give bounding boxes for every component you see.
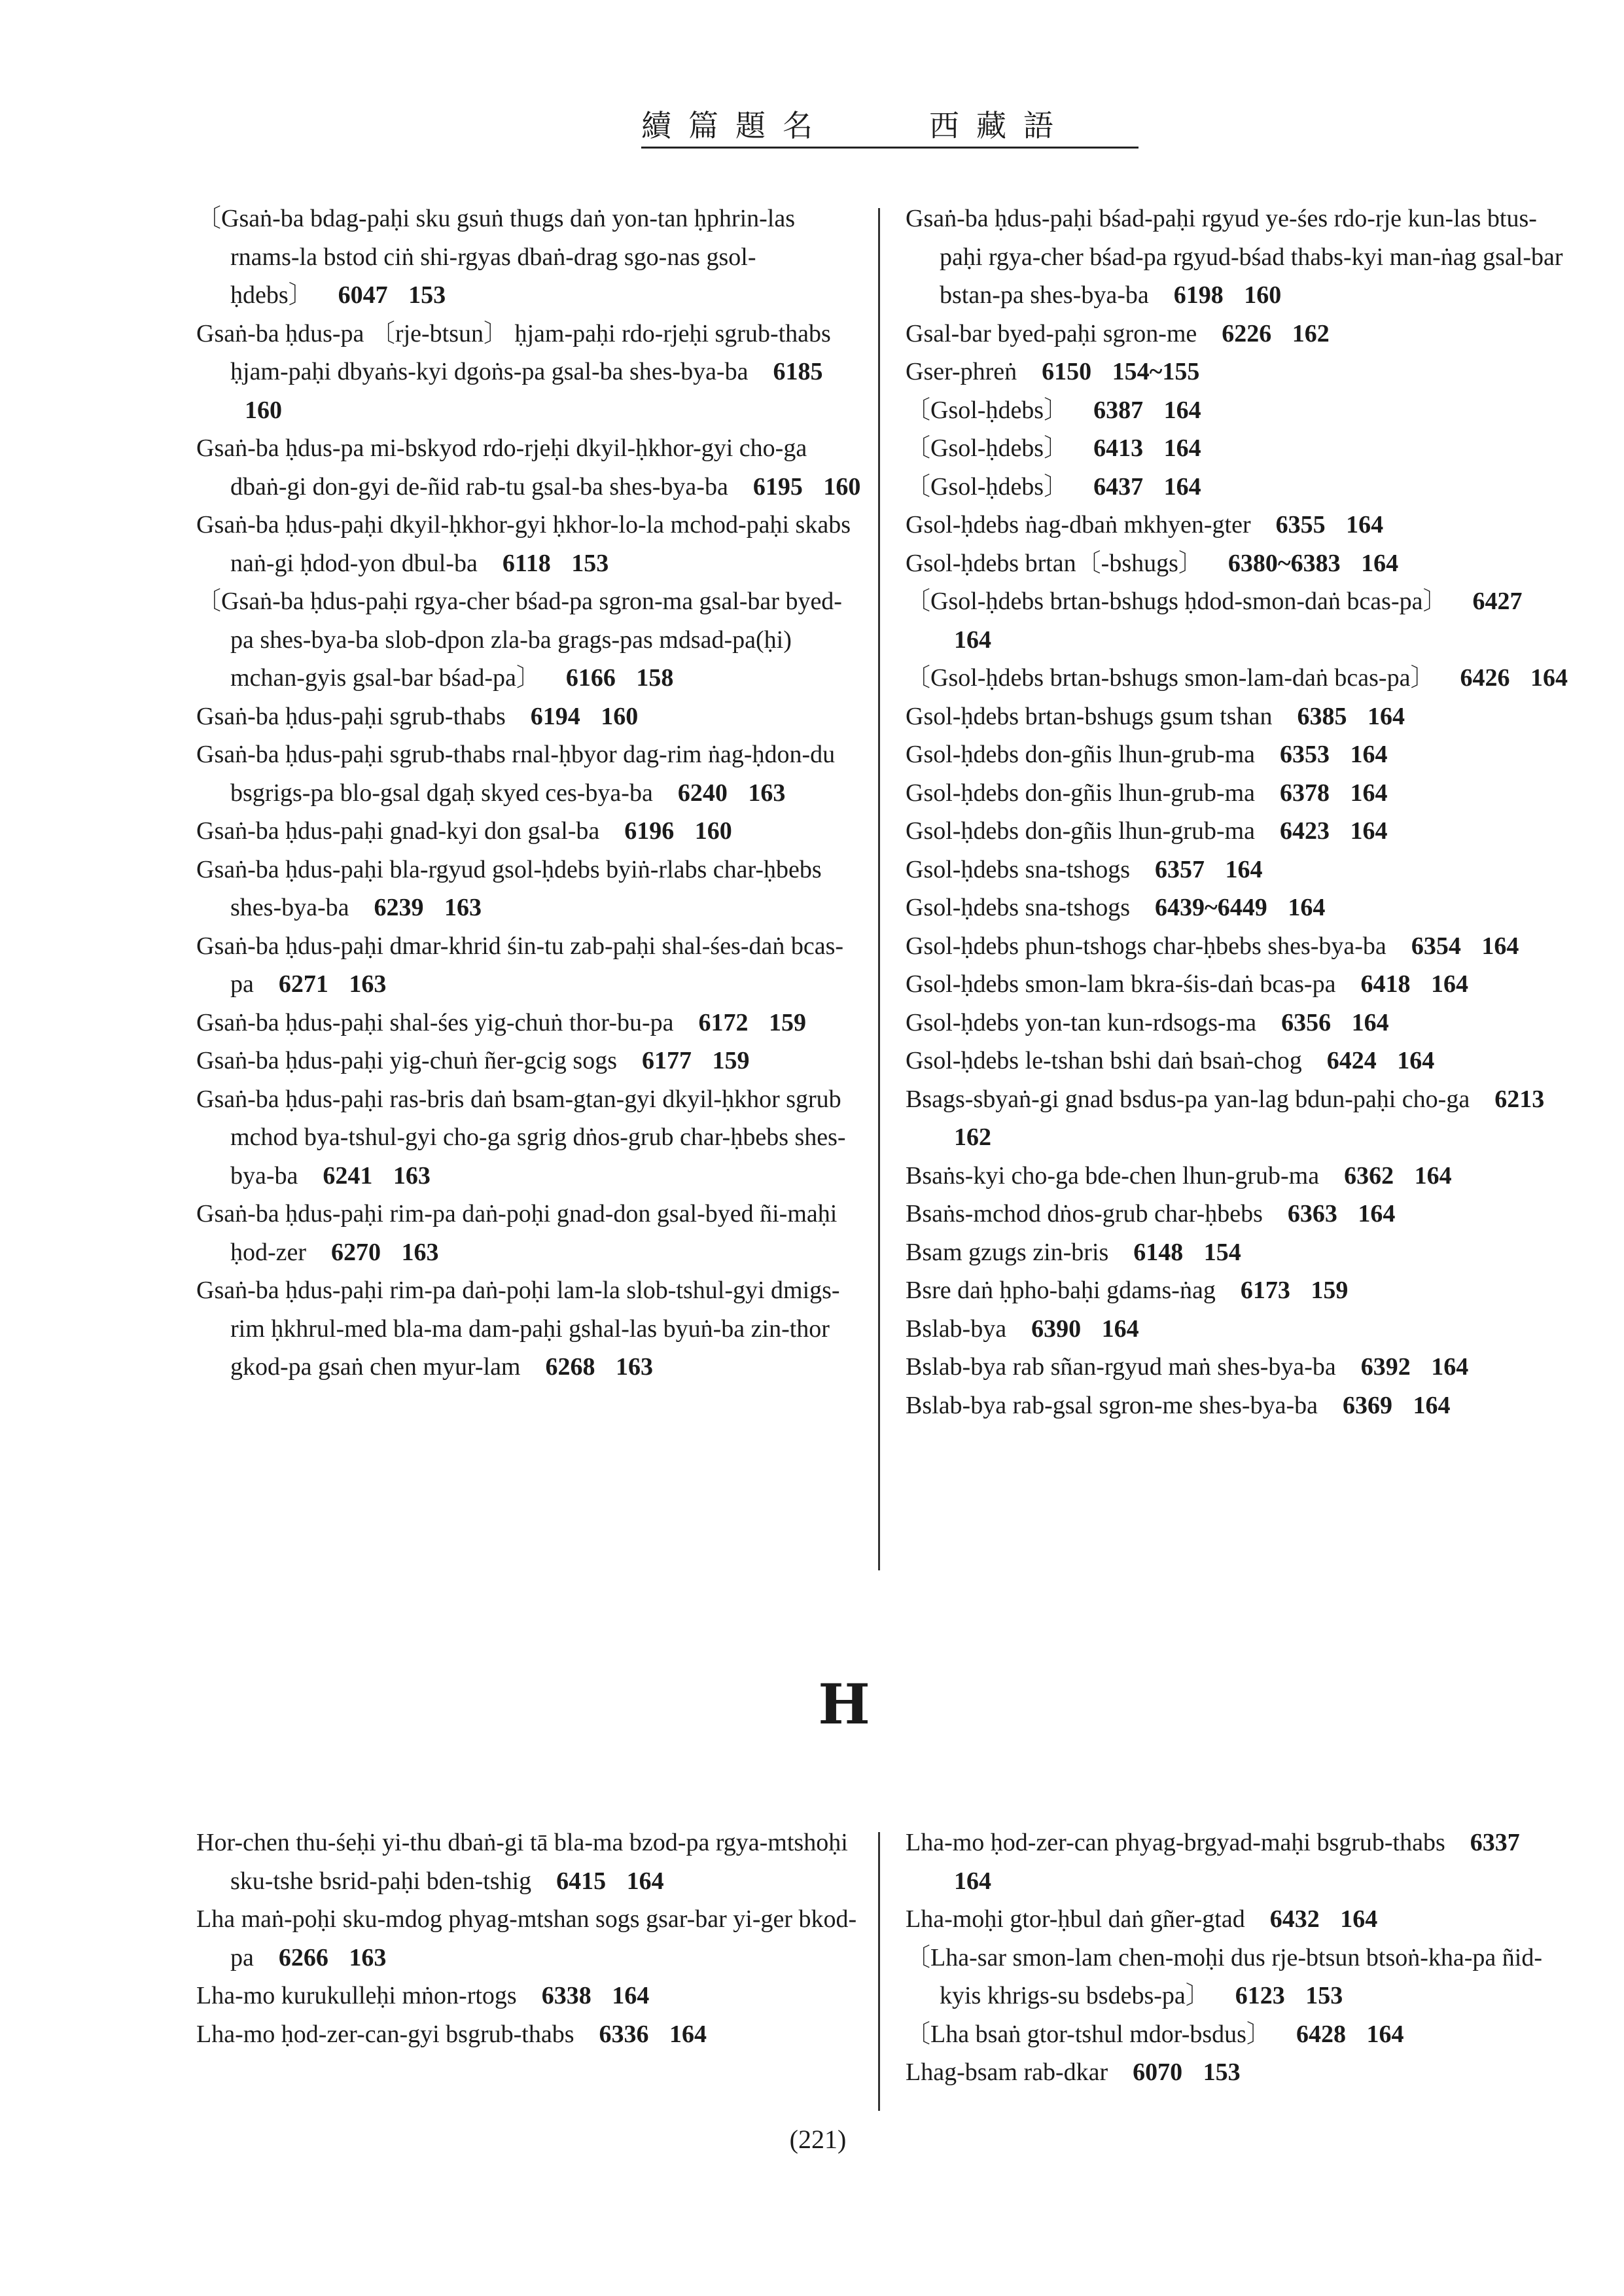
- index-entry: [906, 315, 1573, 353]
- entry-title: Lha maṅ-poḥi sku-mdog phyag-mtshan sogs gsar-bar yi-ger bkod-pa: [196, 1905, 857, 1971]
- index-entry: [906, 1310, 1573, 1349]
- index-entry: [196, 315, 864, 430]
- index-entry: [196, 1195, 864, 1271]
- entry-number: 6355: [1275, 511, 1326, 539]
- entry-title: Lha-mo ḥod-zer-can-gyi bsgrub-thabs: [196, 2020, 574, 2048]
- entry-number: 6427: [1472, 588, 1523, 615]
- index-entry: [906, 1195, 1573, 1233]
- index-entry: [906, 774, 1573, 813]
- entry-number: 6387: [1093, 396, 1144, 424]
- entry-page-ref: 163: [444, 894, 482, 921]
- entry-title: Gsaṅ-ba ḥdus-paḥi gnad-kyi don gsal-ba: [196, 817, 600, 845]
- header-language-title: 西藏語: [929, 109, 1070, 143]
- entry-page-ref: 164: [1413, 1391, 1451, 1419]
- entry-page-ref: 164: [1163, 434, 1201, 462]
- entry-page-ref: 163: [349, 1943, 387, 1971]
- entry-number: 6266: [278, 1943, 328, 1971]
- entry-page-ref: 164: [626, 1867, 664, 1895]
- entry-page-ref: 153: [571, 549, 609, 577]
- entry-number: 6213: [1494, 1085, 1545, 1113]
- entry-number: 6196: [624, 817, 675, 845]
- column-divider-bottom: [878, 1832, 880, 2111]
- entry-title: 〔Gsol-ḥdebs〕: [906, 472, 1069, 501]
- entry-number: 6070: [1133, 2058, 1183, 2086]
- entry-title: 〔Gsol-ḥdebs〕: [906, 434, 1069, 462]
- entry-page-ref: 164: [1163, 396, 1201, 424]
- index-entry: [196, 812, 864, 851]
- entry-title: Lhag-bsam rab-dkar: [906, 2058, 1108, 2086]
- index-entry: [196, 200, 864, 315]
- entry-title: Bslab-bya rab sñan-rgyud maṅ shes-bya-ba: [906, 1353, 1336, 1381]
- entry-number: 6354: [1411, 932, 1461, 960]
- entry-title: Gsaṅ-ba ḥdus-paḥi dkyil-ḥkhor-gyi ḥkhor-lo-la mchod-paḥi skabs naṅ-gi ḥdod-yon dbul-ba: [196, 511, 851, 577]
- entry-page-ref: 160: [245, 396, 282, 424]
- index-entry: [906, 391, 1573, 430]
- index-entry: [906, 965, 1573, 1004]
- entry-number: 6439~6449: [1155, 894, 1267, 921]
- entry-number: 6185: [773, 358, 823, 385]
- entry-number: 6423: [1280, 817, 1330, 845]
- entry-page-ref: 164: [1361, 549, 1399, 577]
- entry-number: 6362: [1344, 1161, 1394, 1190]
- index-entry: [906, 927, 1573, 966]
- entry-number: 6369: [1342, 1391, 1392, 1419]
- index-entry: [196, 506, 864, 582]
- entry-title: Gsol-ḥdebs don-gñis lhun-grub-ma: [906, 741, 1256, 768]
- index-entry: [906, 1348, 1573, 1386]
- entry-number: 6198: [1173, 281, 1224, 309]
- entry-page-ref: 164: [612, 1982, 650, 2009]
- entry-number: 6424: [1326, 1047, 1377, 1074]
- entry-title: 〔Gsol-ḥdebs brtan-bshugs ḥdod-smon-daṅ bcas-pa〕: [906, 588, 1448, 615]
- entry-title: Gsaṅ-ba ḥdus-pa mi-bskyod rdo-rjeḥi dkyil-ḥkhor-gyi cho-ga dbaṅ-gi don-gyi de-ñid rab-tu gsal-ba shes-bya-ba: [196, 434, 807, 501]
- index-entry: [906, 851, 1573, 889]
- entry-page-ref: 164: [1340, 1905, 1378, 1933]
- entry-number: 6338: [541, 1982, 591, 2009]
- index-entry: [196, 1042, 864, 1080]
- entry-title: Lha-mo ḥod-zer-can phyag-brgyad-maḥi bsgrub-thabs: [906, 1829, 1445, 1856]
- entry-number: 6239: [374, 894, 424, 921]
- index-entry: [906, 698, 1573, 736]
- entry-title: Bsaṅs-mchod dṅos-grub char-ḥbebs: [906, 1200, 1263, 1227]
- entry-number: 6118: [502, 549, 551, 577]
- entry-number: 6172: [698, 1008, 749, 1036]
- index-entry: [906, 1233, 1573, 1272]
- entry-title: Lha-moḥi gtor-ḥbul daṅ gñer-gtad: [906, 1905, 1245, 1933]
- entry-title: Gsol-ḥdebs don-gñis lhun-grub-ma: [906, 817, 1256, 845]
- entry-page-ref: 164: [1225, 855, 1263, 883]
- entry-number: 6271: [278, 970, 328, 998]
- entry-title: Hor-chen thu-śeḥi yi-thu dbaṅ-gi tā bla-ma bzod-pa rgya-mtshoḥi sku-tshe bsrid-paḥi bden-tshig: [196, 1829, 848, 1895]
- entry-title: Gsal-bar byed-paḥi sgron-me: [906, 319, 1197, 347]
- entry-number: 6380~6383: [1227, 549, 1341, 577]
- index-entry: [906, 1824, 1573, 1900]
- entry-page-ref: 164: [1346, 511, 1384, 539]
- entry-title: Gsaṅ-ba ḥdus-paḥi bla-rgyud gsol-ḥdebs byiṅ-rlabs char-ḥbebs shes-bya-ba: [196, 855, 822, 921]
- index-entry: [906, 812, 1573, 851]
- entry-number: 6392: [1360, 1353, 1411, 1381]
- entry-title: Gsol-ḥdebs le-tshan bshi daṅ bsaṅ-chog: [906, 1047, 1302, 1074]
- entry-title: Gsaṅ-ba ḥdus-paḥi bśad-paḥi rgyud ye-śes rdo-rje kun-las btus-paḥi rgya-cher bśad-pa rgyud-bśad thabs-kyi man-ṅag gsal-bar bstan-pa shes-bya-ba: [906, 205, 1563, 309]
- entry-title: Gsaṅ-ba ḥdus-pa 〔rje-btsun〕 ḥjam-paḥi rdo-rjeḥi sgrub-thabs ḥjam-paḥi dbyaṅs-kyi dgoṅs-pa gsal-ba shes-bya-ba: [196, 319, 831, 385]
- entry-number: 6385: [1297, 702, 1347, 730]
- index-entry: [906, 2053, 1573, 2092]
- entry-title: Bslab-bya rab-gsal sgron-me shes-bya-ba: [906, 1391, 1318, 1419]
- index-entry: [906, 1386, 1573, 1425]
- entry-title: 〔Gsaṅ-ba ḥdus-paḥi rgya-cher bśad-pa sgron-ma gsal-bar byed-pa shes-bya-ba slob-dpon zla-ba grags-pas mdsad-pa(ḥi) mchan-gyis gsal-bar bśad-pa〕: [196, 588, 842, 692]
- entry-title: Gsaṅ-ba ḥdus-paḥi dmar-khrid śin-tu zab-paḥi shal-śes-daṅ bcas-pa: [196, 932, 844, 998]
- index-entry: [196, 2015, 864, 2054]
- entry-page-ref: 154~155: [1112, 358, 1200, 385]
- entry-page-ref: 164: [1430, 970, 1468, 998]
- index-entry: [906, 889, 1573, 927]
- entry-title: Gsaṅ-ba ḥdus-paḥi rim-pa daṅ-poḥi gnad-don gsal-byed ñi-maḥi ḥod-zer: [196, 1200, 838, 1266]
- index-entry: [196, 1080, 864, 1195]
- entry-page-ref: 164: [1163, 472, 1201, 501]
- index-entry: [906, 544, 1573, 583]
- entry-number: 6426: [1460, 664, 1510, 692]
- index-entry: [906, 2015, 1573, 2054]
- entry-page-ref: 163: [393, 1161, 431, 1190]
- entry-number: 6195: [752, 472, 803, 501]
- entry-page-ref: 153: [1305, 1982, 1343, 2009]
- entry-number: 6418: [1360, 970, 1411, 998]
- entry-number: 6437: [1093, 472, 1144, 501]
- index-column-h-left: [196, 1824, 864, 2053]
- entry-title: Gsaṅ-ba ḥdus-paḥi rim-pa daṅ-poḥi lam-la slob-tshul-gyi dmigs-rim ḥkhrul-med bla-ma dam-paḥi gshal-las byuṅ-ba zin-thor gkod-pa gsaṅ chen myur-lam: [196, 1277, 840, 1381]
- index-entry: [906, 1157, 1573, 1195]
- entry-page-ref: 158: [636, 664, 674, 692]
- entry-title: 〔Lha bsaṅ gtor-tshul mdor-bsdus〕: [906, 2020, 1271, 2048]
- entry-page-ref: 164: [1530, 664, 1568, 692]
- entry-page-ref: 163: [748, 779, 786, 807]
- entry-number: 6240: [677, 779, 728, 807]
- entry-title: Bsaṅs-kyi cho-ga bde-chen lhun-grub-ma: [906, 1161, 1320, 1190]
- entry-title: Bsam gzugs zin-bris: [906, 1238, 1109, 1266]
- entry-title: Gsol-ḥdebs don-gñis lhun-grub-ma: [906, 779, 1256, 807]
- entry-number: 6357: [1155, 855, 1205, 883]
- entry-page-ref: 164: [1351, 1008, 1389, 1036]
- index-column-h-right: [906, 1824, 1573, 2092]
- entry-title: Gsol-ḥdebs brtan-bshugs gsum tshan: [906, 702, 1273, 730]
- index-entry: [196, 1900, 864, 1977]
- index-entry: [906, 353, 1573, 391]
- entry-number: 6432: [1269, 1905, 1320, 1933]
- index-entry: [906, 200, 1573, 315]
- entry-title: Gsol-ḥdebs yon-tan kun-rdsogs-ma: [906, 1008, 1257, 1036]
- index-entry: [906, 1900, 1573, 1939]
- entry-title: Bsre daṅ ḥpho-baḥi gdams-ṅag: [906, 1277, 1216, 1304]
- entry-number: 6173: [1240, 1277, 1290, 1304]
- entry-page-ref: 164: [1288, 894, 1326, 921]
- index-entry: [906, 582, 1573, 659]
- entry-title: Gsol-ḥdebs phun-tshogs char-ḥbebs shes-bya-ba: [906, 932, 1386, 960]
- index-entry: [906, 659, 1573, 698]
- entry-page-ref: 164: [1431, 1353, 1469, 1381]
- entry-number: 6390: [1031, 1315, 1082, 1343]
- entry-title: Gsol-ḥdebs smon-lam bkra-śis-daṅ bcas-pa: [906, 970, 1336, 998]
- index-entry: [196, 1977, 864, 2015]
- entry-title: Bsags-sbyaṅ-gi gnad bsdus-pa yan-lag bdun-paḥi cho-ga: [906, 1085, 1470, 1113]
- entry-page-ref: 164: [1481, 932, 1519, 960]
- entry-title: Gsol-ḥdebs sna-tshogs: [906, 894, 1131, 921]
- entry-number: 6413: [1093, 434, 1144, 462]
- entry-page-ref: 153: [408, 281, 446, 309]
- entry-page-ref: 154: [1203, 1238, 1241, 1266]
- entry-number: 6428: [1296, 2020, 1346, 2048]
- index-entry: [196, 735, 864, 812]
- entry-page-ref: 164: [1350, 817, 1388, 845]
- entry-page-ref: 163: [616, 1353, 653, 1381]
- entry-number: 6241: [323, 1161, 373, 1190]
- entry-title: 〔Lha-sar smon-lam chen-moḥi dus rje-btsun btsoṅ-kha-pa ñid-kyis khrigs-su bsdebs-pa〕: [906, 1943, 1542, 2009]
- entry-title: Gsaṅ-ba ḥdus-paḥi ras-bris daṅ bsam-gtan-gyi dkyil-ḥkhor sgrub mchod bya-tshul-gyi cho-ga sgrig dṅos-grub char-ḥbebs shes-bya-ba: [196, 1085, 846, 1190]
- entry-title: Gsaṅ-ba ḥdus-paḥi yig-chuṅ ñer-gcig sogs: [196, 1047, 617, 1074]
- entry-page-ref: 164: [1358, 1200, 1396, 1227]
- entry-title: 〔Gsol-ḥdebs brtan-bshugs smon-lam-daṅ bcas-pa〕: [906, 664, 1436, 692]
- entry-number: 6166: [565, 664, 616, 692]
- index-entry: [196, 851, 864, 927]
- index-entry: [196, 1824, 864, 1900]
- header-series-title: 續篇題名: [641, 109, 830, 143]
- entry-title: Gsol-ḥdebs brtan〔-bshugs〕: [906, 549, 1203, 577]
- index-entry: [906, 1271, 1573, 1310]
- entry-title: Lha-mo kurukulleḥi mṅon-rtogs: [196, 1982, 517, 2009]
- entry-page-ref: 164: [1414, 1161, 1452, 1190]
- section-letter-heading: H: [818, 1672, 870, 1737]
- entry-page-ref: 164: [1367, 702, 1405, 730]
- entry-number: 6356: [1281, 1008, 1332, 1036]
- entry-number: 6270: [331, 1238, 381, 1266]
- index-entry: [906, 429, 1573, 468]
- entry-page-ref: 164: [1101, 1315, 1139, 1343]
- entry-title: Gsaṅ-ba ḥdus-paḥi shal-śes yig-chuṅ thor-bu-pa: [196, 1008, 674, 1036]
- entry-page-ref: 164: [954, 626, 991, 654]
- index-entry: [196, 1271, 864, 1386]
- entry-page-ref: 159: [1311, 1277, 1349, 1304]
- index-entry: [196, 927, 864, 1004]
- entry-title: Gsol-ḥdebs sna-tshogs: [906, 855, 1131, 883]
- entry-page-ref: 164: [954, 1867, 991, 1895]
- entry-number: 6226: [1222, 319, 1272, 347]
- entry-page-ref: 164: [669, 2020, 707, 2048]
- entry-number: 6123: [1235, 1982, 1285, 2009]
- entry-page-ref: 162: [954, 1123, 991, 1151]
- entry-number: 6353: [1280, 741, 1330, 768]
- index-entry: [906, 1042, 1573, 1080]
- index-entry: [906, 1939, 1573, 2015]
- entry-page-ref: 164: [1350, 741, 1388, 768]
- entry-number: 6047: [338, 281, 388, 309]
- index-entry: [196, 582, 864, 698]
- column-divider-top: [878, 208, 880, 1570]
- index-column-g-right: [906, 200, 1573, 1424]
- entry-title: Gser-phreṅ: [906, 358, 1017, 385]
- index-entry: [196, 698, 864, 736]
- entry-page-ref: 160: [601, 702, 639, 730]
- entry-number: 6268: [545, 1353, 595, 1381]
- entry-page-ref: 160: [823, 472, 861, 501]
- entry-number: 6336: [599, 2020, 649, 2048]
- index-entry: [906, 468, 1573, 506]
- index-entry: [906, 1004, 1573, 1042]
- entry-title: 〔Gsol-ḥdebs〕: [906, 396, 1069, 424]
- entry-number: 6363: [1287, 1200, 1337, 1227]
- entry-page-ref: 160: [694, 817, 732, 845]
- entry-title: Gsaṅ-ba ḥdus-paḥi sgrub-thabs: [196, 702, 506, 730]
- page-number: (221): [789, 2125, 847, 2154]
- index-entry: [906, 735, 1573, 774]
- entry-page-ref: 164: [1397, 1047, 1435, 1074]
- entry-page-ref: 159: [769, 1008, 806, 1036]
- index-column-g-left: [196, 200, 864, 1386]
- entry-number: 6194: [530, 702, 580, 730]
- entry-number: 6337: [1470, 1829, 1520, 1856]
- entry-number: 6150: [1042, 358, 1092, 385]
- entry-number: 6177: [641, 1047, 692, 1074]
- entry-page-ref: 153: [1203, 2058, 1241, 2086]
- entry-page-ref: 164: [1350, 779, 1388, 807]
- entry-page-ref: 162: [1292, 319, 1330, 347]
- entry-title: Bslab-bya: [906, 1315, 1007, 1343]
- entry-number: 6415: [556, 1867, 607, 1895]
- entry-title: Gsol-ḥdebs ṅag-dbaṅ mkhyen-gter: [906, 511, 1251, 539]
- entry-page-ref: 159: [712, 1047, 750, 1074]
- entry-number: 6148: [1133, 1238, 1184, 1266]
- entry-page-ref: 160: [1244, 281, 1282, 309]
- entry-number: 6378: [1280, 779, 1330, 807]
- entry-page-ref: 163: [349, 970, 387, 998]
- index-entry: [196, 1004, 864, 1042]
- entry-title: 〔Gsaṅ-ba bdag-paḥi sku gsuṅ thugs daṅ yon-tan ḥphrin-las rnams-la bstod ciṅ shi-rgyas dbaṅ-drag sgo-nas gsol-ḥdebs〕: [196, 205, 796, 309]
- entry-title: Gsaṅ-ba ḥdus-paḥi sgrub-thabs rnal-ḥbyor dag-rim ṅag-ḥdon-du bsgrigs-pa blo-gsal dgaḥ skyed ces-bya-ba: [196, 741, 836, 807]
- index-entry: [906, 506, 1573, 544]
- entry-page-ref: 163: [401, 1238, 439, 1266]
- running-header: [641, 98, 1139, 149]
- index-entry: [906, 1080, 1573, 1157]
- entry-page-ref: 164: [1366, 2020, 1404, 2048]
- index-entry: [196, 429, 864, 506]
